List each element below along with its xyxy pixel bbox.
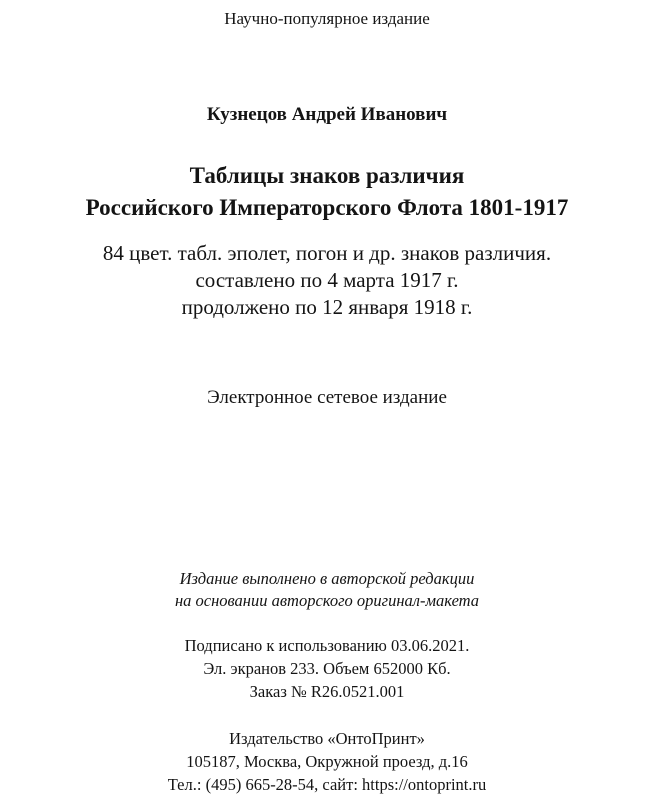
order-number: Заказ № R26.0521.001	[249, 682, 405, 701]
volume-info: Эл. экранов 233. Объем 652000 Кб.	[203, 659, 451, 678]
book-title-line-2: Российского Императорского Флота 1801-1917	[85, 195, 569, 220]
subtitle-line-2: составлено по 4 марта 1917 г.	[195, 268, 459, 292]
subtitle-line-3: продолжено по 12 января 1918 г.	[181, 295, 473, 319]
author-name: Кузнецов Андрей Иванович	[206, 104, 448, 125]
authorship-note-line-1: Издание выполнено в авторской редакции	[179, 569, 475, 588]
signed-for-use: Подписано к использованию 03.06.2021.	[184, 636, 470, 655]
authorship-note-line-2: на основании авторского оригинал-макета	[174, 591, 480, 610]
publisher-contacts: Тел.: (495) 665-28-54, сайт: https://ontoprint.ru	[167, 775, 487, 794]
publisher-address: 105187, Москва, Окружной проезд, д.16	[186, 752, 468, 771]
edition-type: Электронное сетевое издание	[207, 387, 447, 408]
book-title-line-1: Таблицы знаков различия	[189, 163, 465, 188]
series-label: Научно-популярное издание	[224, 9, 430, 28]
subtitle-line-1: 84 цвет. табл. эполет, погон и др. знаков различия.	[102, 241, 552, 265]
publisher-name: Издательство «ОнтоПринт»	[229, 729, 425, 748]
